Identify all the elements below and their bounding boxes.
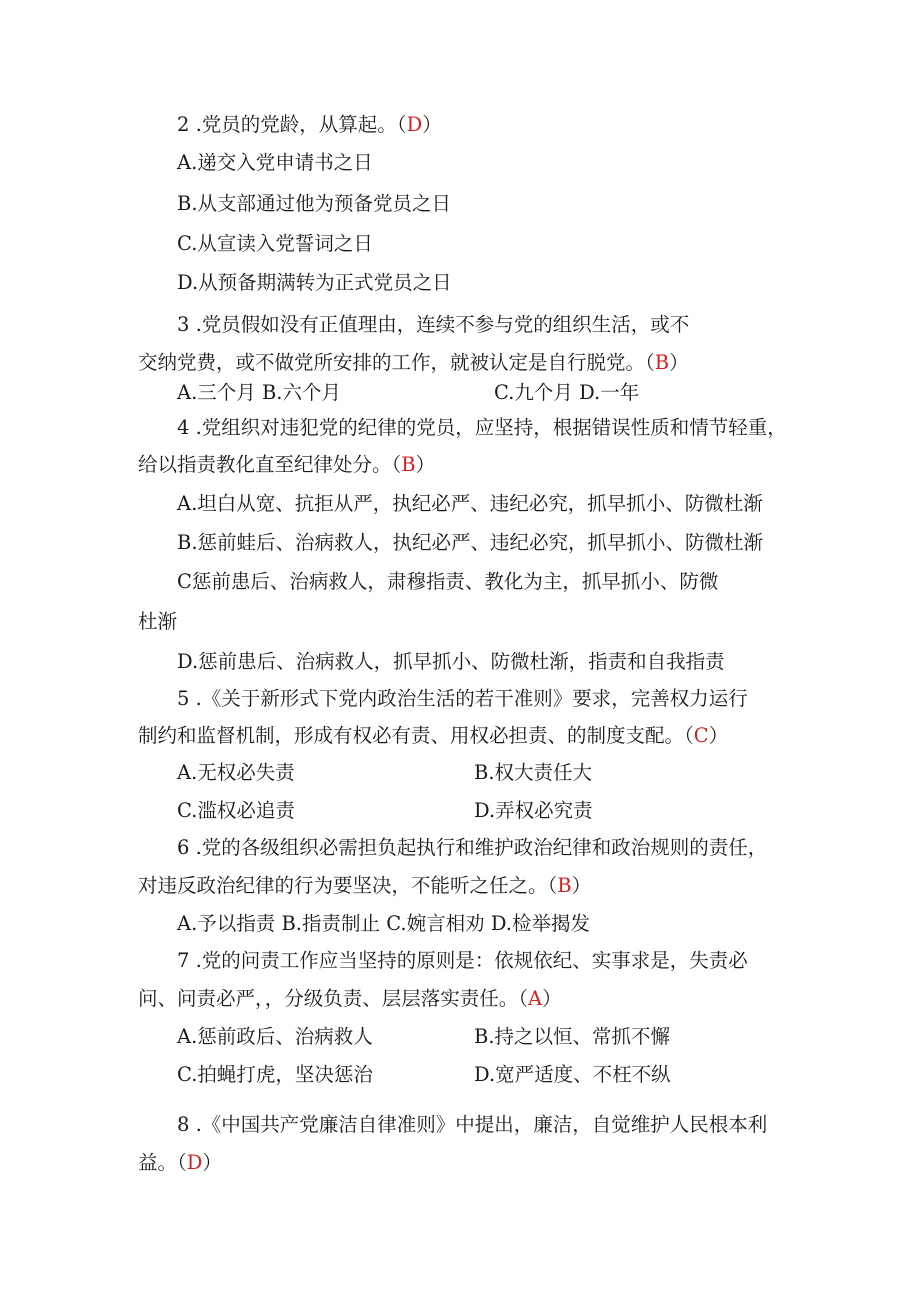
option: C.九个月 D.一年 bbox=[494, 381, 640, 404]
answer-letter: A bbox=[528, 987, 543, 1010]
answer-letter: D bbox=[186, 1151, 203, 1174]
option: C惩前患后、治病救人，肃穆指责、教化为主，抓早抓小、防微 bbox=[177, 570, 719, 593]
option: C.从宣读入党誓词之日 bbox=[177, 232, 373, 255]
answer-letter: B bbox=[557, 874, 572, 897]
option: B.权大责任大 bbox=[474, 761, 593, 784]
option: A.三个月 B.六个月 bbox=[177, 381, 342, 404]
question-stem: 3 .党员假如没有正值理由，连续不参与党的组织生活，或不 bbox=[177, 313, 690, 336]
question-stem-cont: 对违反政治纪律的行为要坚决，不能听之任之。（B） bbox=[138, 874, 592, 897]
question-stem: 2 .党员的党龄，从算起。（D） bbox=[177, 113, 442, 136]
question-stem: 6 .党的各级组织必需担负起执行和维护政治纪律和政治规则的责任， bbox=[177, 836, 768, 859]
option: C.滥权必追责 bbox=[177, 799, 295, 822]
answer-letter: D bbox=[406, 113, 423, 136]
question-stem-cont: 交纳党费，或不做党所安排的工作，就被认定是自行脱党。（B） bbox=[138, 351, 689, 374]
option: D.宽严适度、不枉不纵 bbox=[474, 1063, 671, 1086]
answer-letter: C bbox=[693, 724, 709, 747]
option: C.拍蝇打虎，坚决惩治 bbox=[177, 1063, 373, 1086]
option: A.坦白从宽、抗拒从严，执纪必严、违纪必究，抓早抓小、防微杜渐 bbox=[177, 492, 763, 515]
answer-letter: B bbox=[654, 351, 670, 374]
question-stem-cont: 制约和监督机制，形成有权必有责、用权必担责、的制度支配。（C） bbox=[138, 724, 729, 747]
question-stem-cont: 益。（D） bbox=[138, 1151, 222, 1174]
option: B.持之以恒、常抓不懈 bbox=[474, 1025, 671, 1048]
option: D.惩前患后、治病救人，抓早抓小、防微杜渐，指责和自我指责 bbox=[177, 650, 725, 673]
option: A.予以指责 B.指责制止 C.婉言相劝 D.检举揭发 bbox=[177, 912, 590, 935]
question-stem: 7 .党的问责工作应当坚持的原则是：依规依纪、实事求是，失责必 bbox=[177, 949, 748, 972]
option: A.无权必失责 bbox=[177, 761, 295, 784]
question-stem-cont: 给以指责教化直至纪律处分。（B） bbox=[138, 453, 436, 476]
option-cont: 杜渐 bbox=[138, 610, 178, 633]
option: D.从预备期满转为正式党员之日 bbox=[177, 271, 452, 294]
answer-letter: B bbox=[401, 453, 416, 476]
option: A.递交入党申请书之日 bbox=[177, 151, 373, 174]
question-stem: 5 .《关于新形式下党内政治生活的若干准则》要求，完善权力运行 bbox=[177, 687, 748, 710]
question-stem: 4 .党组织对违犯党的纪律的党员，应坚持，根据错误性质和情节轻重， bbox=[177, 416, 787, 439]
option: A.惩前政后、治病救人 bbox=[177, 1025, 373, 1048]
option: D.弄权必究责 bbox=[474, 799, 593, 822]
question-stem-cont: 问、问责必严，，分级负责、层层落实责任。（A） bbox=[138, 987, 562, 1010]
option: B.从支部通过他为预备党员之日 bbox=[177, 192, 452, 215]
question-stem: 8 .《中国共产党廉洁自律准则》中提出，廉洁，自觉维护人民根本利 bbox=[177, 1113, 768, 1136]
option: B.惩前蛙后、治病救人，执纪必严、违纪必究，抓早抓小、防微杜渐 bbox=[177, 531, 764, 554]
